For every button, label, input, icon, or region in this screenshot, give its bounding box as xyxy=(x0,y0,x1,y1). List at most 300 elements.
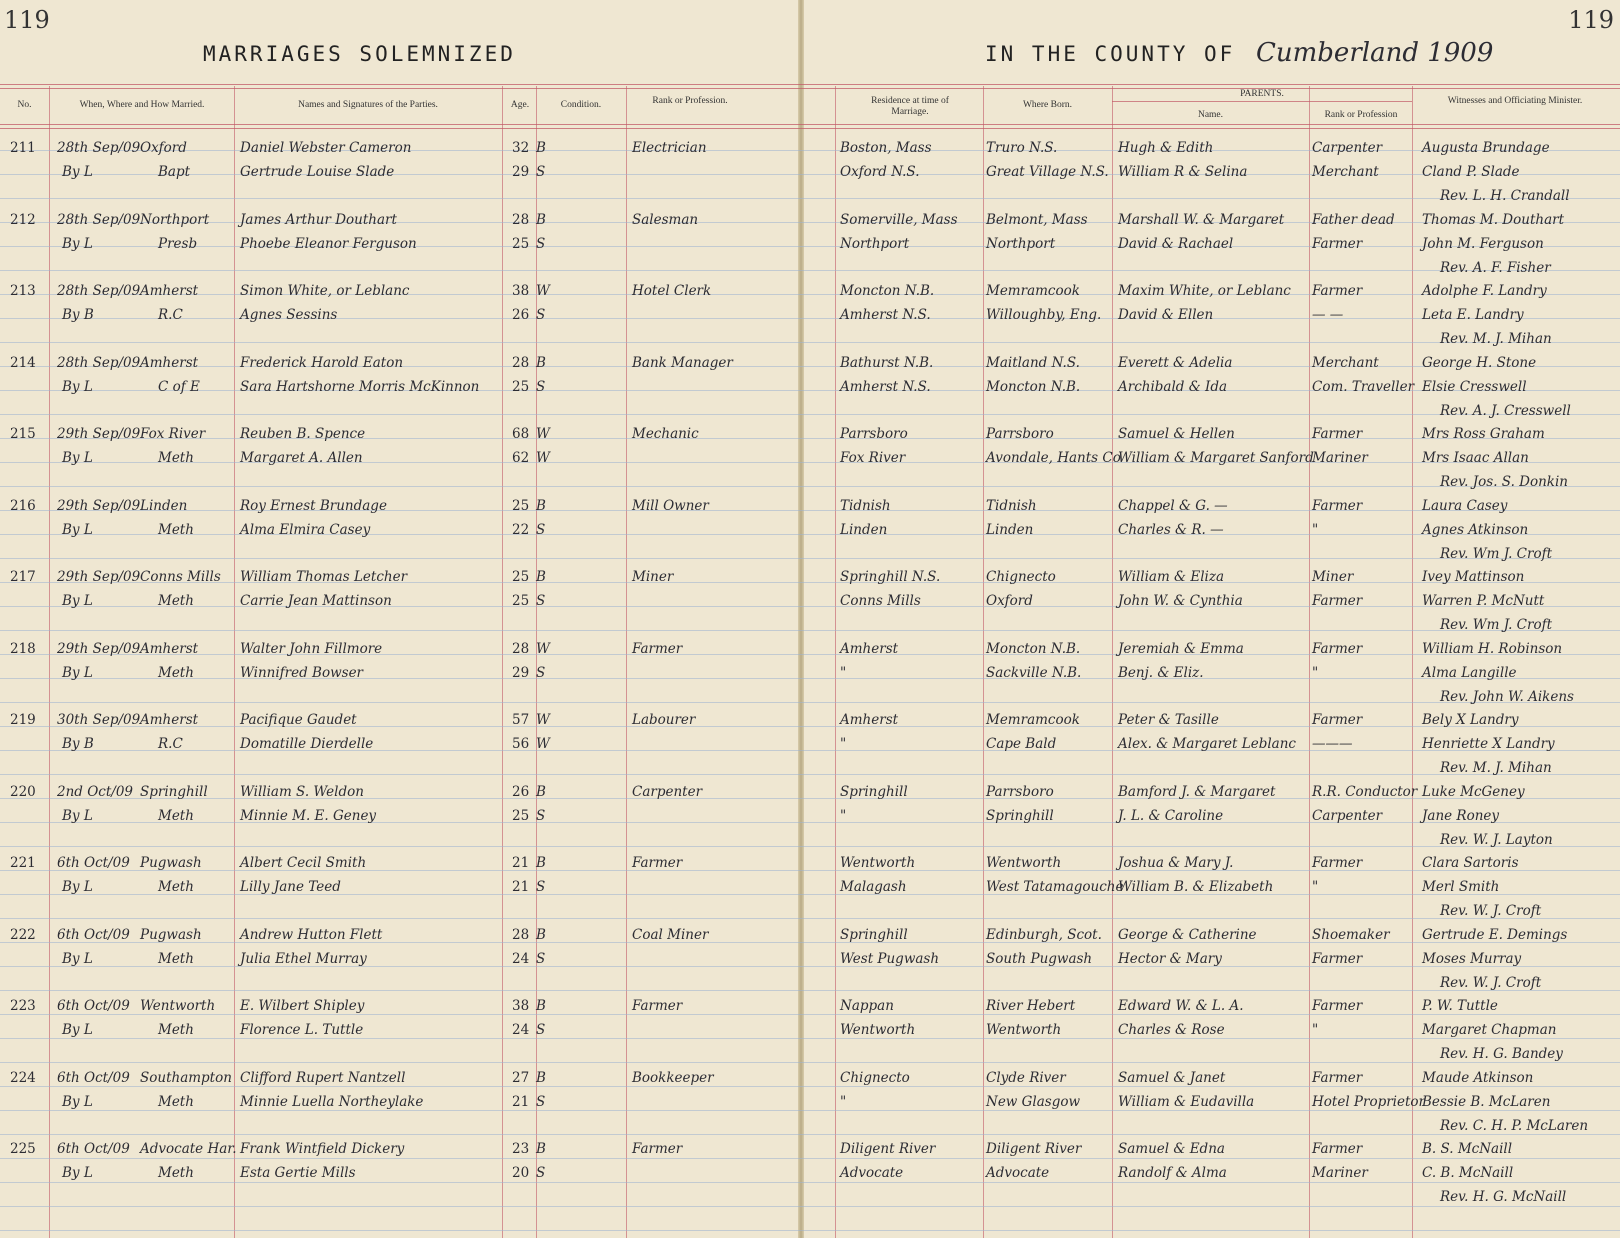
ruled-line xyxy=(0,774,1620,775)
bride-name: Phoebe Eleanor Ferguson xyxy=(240,235,417,252)
groom-parents-rank: Farmer xyxy=(1312,497,1363,514)
bride-parents-rank: ——— xyxy=(1312,736,1353,752)
groom-condition: B xyxy=(536,497,546,514)
groom-parents: Edward W. & L. A. xyxy=(1118,998,1244,1014)
bride-parents: Charles & R. — xyxy=(1118,521,1224,538)
groom-birthplace: Diligent River xyxy=(986,1141,1082,1157)
bride-name: Esta Gertie Mills xyxy=(240,1165,356,1181)
witness-2: John M. Ferguson xyxy=(1422,235,1544,252)
witness-1: Mrs Ross Graham xyxy=(1422,426,1545,442)
entry-date: 6th Oct/09 xyxy=(57,926,130,943)
groom-parents: Hugh & Edith xyxy=(1118,140,1214,156)
bride-age: 24 xyxy=(512,950,530,967)
bride-parents-rank: " xyxy=(1312,664,1319,681)
officiating-minister: Rev. C. H. P. McLaren xyxy=(1440,1117,1589,1134)
witness-2: Agnes Atkinson xyxy=(1422,521,1529,538)
groom-profession: Salesman xyxy=(632,211,699,228)
col-header-residence: Residence at time of Marriage. xyxy=(871,96,949,117)
bride-age: 26 xyxy=(512,307,530,323)
groom-name: William Thomas Letcher xyxy=(240,569,408,585)
groom-name: Simon White, or Leblanc xyxy=(240,283,410,299)
entry-denomination: Meth xyxy=(158,879,194,895)
groom-age: 21 xyxy=(512,855,530,871)
groom-name: E. Wilbert Shipley xyxy=(240,998,365,1014)
groom-birthplace: Memramcook xyxy=(986,712,1080,728)
entry-date: 6th Oct/09 xyxy=(57,855,130,871)
groom-parents-rank: Farmer xyxy=(1312,855,1363,871)
bride-residence: " xyxy=(840,807,847,824)
ruled-line xyxy=(0,846,1620,847)
bride-parents: David & Rachael xyxy=(1118,235,1234,252)
witness-1: George H. Stone xyxy=(1422,354,1537,371)
groom-profession: Farmer xyxy=(632,855,683,871)
groom-parents: Everett & Adelia xyxy=(1118,354,1233,371)
ruled-line xyxy=(0,558,1620,559)
groom-parents: George & Catherine xyxy=(1118,926,1257,943)
bride-parents-rank: " xyxy=(1312,521,1319,538)
page-number-right: 119 xyxy=(1568,6,1614,34)
col-rule xyxy=(1112,86,1113,1238)
ruled-line xyxy=(0,1206,1620,1207)
groom-birthplace: Edinburgh, Scot. xyxy=(986,926,1102,943)
bride-birthplace: West Tatamagouche xyxy=(986,879,1124,895)
entry-license: By L xyxy=(62,593,93,609)
bride-residence: Amherst N.S. xyxy=(840,378,931,395)
officiating-minister: Rev. Jos. S. Donkin xyxy=(1440,474,1568,490)
bride-parents-rank: " xyxy=(1312,879,1319,895)
officiating-minister: Rev. John W. Aikens xyxy=(1440,688,1574,705)
groom-name: William S. Weldon xyxy=(240,783,364,800)
bride-age: 29 xyxy=(512,664,530,681)
bride-residence: " xyxy=(840,1093,847,1110)
groom-residence: Springhill xyxy=(840,783,908,800)
ruled-line xyxy=(0,630,1620,631)
entry-date: 29th Sep/09 xyxy=(57,640,141,657)
groom-profession: Bank Manager xyxy=(632,354,733,371)
bride-parents: Randolf & Alma xyxy=(1118,1165,1227,1181)
entry-number: 212 xyxy=(10,211,36,228)
bride-parents: Alex. & Margaret Leblanc xyxy=(1118,736,1296,752)
ruled-line xyxy=(0,1110,1620,1111)
col-header-witnesses: Witnesses and Officiating Minister. xyxy=(1447,96,1583,106)
groom-condition: B xyxy=(536,998,546,1014)
col-rule xyxy=(835,86,836,1238)
groom-residence: Tidnish xyxy=(840,497,891,514)
groom-parents: William & Eliza xyxy=(1118,569,1225,585)
bride-parents-rank: " xyxy=(1312,1022,1319,1038)
bride-residence: Wentworth xyxy=(840,1022,916,1038)
groom-birthplace: Parrsboro xyxy=(986,426,1054,442)
groom-birthplace: Belmont, Mass xyxy=(986,211,1088,228)
groom-residence: Diligent River xyxy=(840,1141,936,1157)
groom-residence: Boston, Mass xyxy=(840,140,932,156)
groom-condition: B xyxy=(536,140,546,156)
bride-parents-rank: Mariner xyxy=(1312,1165,1368,1181)
col-header-parents-name: Name. xyxy=(1197,110,1224,120)
ruled-line xyxy=(0,1038,1620,1039)
bride-parents-rank: Farmer xyxy=(1312,950,1363,967)
bride-name: Margaret A. Allen xyxy=(240,450,363,466)
bride-name: Minnie M. E. Geney xyxy=(240,807,377,824)
groom-birthplace: Parrsboro xyxy=(986,783,1054,800)
groom-age: 28 xyxy=(512,640,530,657)
bride-birthplace: Northport xyxy=(986,235,1056,252)
groom-condition: W xyxy=(536,640,550,657)
bride-age: 25 xyxy=(512,378,530,395)
witness-2: Jane Roney xyxy=(1422,807,1500,824)
entry-date: 6th Oct/09 xyxy=(57,998,130,1014)
groom-condition: W xyxy=(536,712,550,728)
bride-condition: S xyxy=(536,950,546,967)
bride-birthplace: New Glasgow xyxy=(986,1093,1081,1110)
witness-1: Bely X Landry xyxy=(1422,712,1519,728)
groom-condition: B xyxy=(536,1141,546,1157)
col-header-age: Age. xyxy=(510,100,530,110)
groom-birthplace: Moncton N.B. xyxy=(986,640,1081,657)
witness-2: Merl Smith xyxy=(1422,879,1500,895)
bride-parents-rank: Farmer xyxy=(1312,235,1363,252)
entry-denomination: Meth xyxy=(158,1022,194,1038)
col-header-condition: Condition. xyxy=(560,100,602,110)
groom-age: 25 xyxy=(512,569,530,585)
ruled-line xyxy=(0,1134,1620,1135)
col-rule xyxy=(502,86,503,1238)
bride-condition: W xyxy=(536,736,550,752)
bride-parents-rank: Mariner xyxy=(1312,450,1368,466)
groom-name: Clifford Rupert Nantzell xyxy=(240,1069,406,1086)
parents-subrule xyxy=(1112,101,1412,102)
ruled-line xyxy=(0,1086,1620,1087)
bride-residence: Amherst N.S. xyxy=(840,307,931,323)
groom-condition: B xyxy=(536,926,546,943)
entry-date: 29th Sep/09 xyxy=(57,497,141,514)
entry-license: By L xyxy=(62,378,93,395)
bride-condition: S xyxy=(536,235,546,252)
groom-residence: Wentworth xyxy=(840,855,916,871)
col-rule xyxy=(1412,86,1413,1238)
officiating-minister: Rev. A. J. Cresswell xyxy=(1440,402,1571,419)
col-header-when: When, Where and How Married. xyxy=(79,100,205,110)
entry-place: Conns Mills xyxy=(140,569,221,585)
bride-birthplace: Wentworth xyxy=(986,1022,1062,1038)
bride-age: 56 xyxy=(512,736,530,752)
groom-condition: B xyxy=(536,783,546,800)
entry-date: 6th Oct/09 xyxy=(57,1141,130,1157)
bride-condition: W xyxy=(536,450,550,466)
groom-parents: Chappel & G. — xyxy=(1118,497,1228,514)
bride-name: Domatille Dierdelle xyxy=(240,736,374,752)
bride-parents: Charles & Rose xyxy=(1118,1022,1225,1038)
witness-1: P. W. Tuttle xyxy=(1422,998,1498,1014)
entry-date: 6th Oct/09 xyxy=(57,1069,130,1086)
groom-parents-rank: Father dead xyxy=(1312,211,1395,228)
bride-birthplace: Great Village N.S. xyxy=(986,164,1109,180)
bride-name: Sara Hartshorne Morris McKinnon xyxy=(240,378,480,395)
groom-profession: Hotel Clerk xyxy=(632,283,712,299)
bride-parents: Hector & Mary xyxy=(1118,950,1222,967)
groom-condition: B xyxy=(536,211,546,228)
groom-name: Andrew Hutton Flett xyxy=(240,926,383,943)
officiating-minister: Rev. M. J. Mihan xyxy=(1440,760,1552,776)
groom-parents: Samuel & Janet xyxy=(1118,1069,1226,1086)
entry-license: By B xyxy=(62,736,94,752)
witness-1: Clara Sartoris xyxy=(1422,855,1519,871)
groom-birthplace: Maitland N.S. xyxy=(986,354,1080,371)
groom-parents: Samuel & Hellen xyxy=(1118,426,1235,442)
bride-residence: Northport xyxy=(840,235,910,252)
entry-number: 221 xyxy=(10,855,36,871)
witness-2: Leta E. Landry xyxy=(1422,307,1524,323)
ruled-line xyxy=(0,702,1620,703)
entry-number: 220 xyxy=(10,783,36,800)
col-header-no: No. xyxy=(17,100,32,110)
ruled-line xyxy=(0,990,1620,991)
ruled-line xyxy=(0,342,1620,343)
groom-birthplace: Chignecto xyxy=(986,569,1056,585)
witness-1: Luke McGeney xyxy=(1422,783,1525,800)
entry-number: 223 xyxy=(10,998,36,1014)
groom-parents: Jeremiah & Emma xyxy=(1118,640,1244,657)
groom-residence: Parrsboro xyxy=(840,426,908,442)
groom-parents-rank: Farmer xyxy=(1312,283,1363,299)
witness-1: William H. Robinson xyxy=(1422,640,1563,657)
header-rule-bottom-2 xyxy=(0,128,1620,129)
bride-parents: William & Margaret Sanford xyxy=(1118,450,1314,466)
bride-age: 25 xyxy=(512,593,530,609)
groom-condition: B xyxy=(536,569,546,585)
bride-name: Winnifred Bowser xyxy=(240,664,364,681)
entry-denomination: R.C xyxy=(158,307,183,323)
entry-place: Amherst xyxy=(140,640,199,657)
groom-name: Frederick Harold Eaton xyxy=(240,354,404,371)
bride-name: Carrie Jean Mattinson xyxy=(240,593,392,609)
officiating-minister: Rev. W. J. Croft xyxy=(1440,974,1542,991)
entry-place: Pugwash xyxy=(140,855,202,871)
groom-parents: Samuel & Edna xyxy=(1118,1141,1225,1157)
bride-name: Gertrude Louise Slade xyxy=(240,164,395,180)
entry-denomination: Meth xyxy=(158,593,194,609)
bride-name: Alma Elmira Casey xyxy=(240,521,371,538)
bride-residence: Oxford N.S. xyxy=(840,164,920,180)
officiating-minister: Rev. M. J. Mihan xyxy=(1440,331,1552,347)
col-header-names: Names and Signatures of the Parties. xyxy=(298,100,438,110)
col-rule xyxy=(536,86,537,1238)
groom-age: 28 xyxy=(512,926,530,943)
bride-parents-rank: Farmer xyxy=(1312,593,1363,609)
entry-license: By L xyxy=(62,664,93,681)
bride-name: Minnie Luella Northeylake xyxy=(240,1093,424,1110)
entry-denomination: Meth xyxy=(158,1165,194,1181)
groom-residence: Bathurst N.B. xyxy=(840,354,934,371)
entry-date: 29th Sep/09 xyxy=(57,426,141,442)
groom-profession: Bookkeeper xyxy=(632,1069,714,1086)
groom-residence: Nappan xyxy=(840,998,894,1014)
groom-age: 25 xyxy=(512,497,530,514)
bride-parents-rank: Com. Traveller xyxy=(1312,378,1415,395)
entry-denomination: Meth xyxy=(158,1093,194,1110)
entry-denomination: Bapt xyxy=(158,164,191,180)
bride-birthplace: Springhill xyxy=(986,807,1054,824)
entry-license: By B xyxy=(62,307,94,323)
entry-denomination: R.C xyxy=(158,736,183,752)
entry-license: By L xyxy=(62,879,93,895)
groom-name: Daniel Webster Cameron xyxy=(240,140,412,156)
groom-profession: Farmer xyxy=(632,640,683,657)
entry-place: Fox River xyxy=(140,426,206,442)
groom-name: James Arthur Douthart xyxy=(240,211,397,228)
witness-1: Ivey Mattinson xyxy=(1422,569,1525,585)
groom-residence: Springhill N.S. xyxy=(840,569,941,585)
col-header-parents-rank: Rank or Profession xyxy=(1324,110,1398,120)
bride-condition: S xyxy=(536,664,546,681)
entry-place: Linden xyxy=(140,497,188,514)
bride-name: Lilly Jane Teed xyxy=(240,879,341,895)
witness-2: Cland P. Slade xyxy=(1422,164,1520,180)
col-header-rank: Rank or Profession. xyxy=(652,96,728,106)
bride-birthplace: Avondale, Hants Co xyxy=(986,450,1121,466)
groom-parents-rank: R.R. Conductor xyxy=(1312,783,1418,800)
groom-parents-rank: Farmer xyxy=(1312,426,1363,442)
groom-age: 32 xyxy=(512,140,530,156)
groom-parents-rank: Farmer xyxy=(1312,1069,1363,1086)
bride-parents-rank: — — xyxy=(1312,307,1344,323)
bride-name: Julia Ethel Murray xyxy=(240,950,367,967)
officiating-minister: Rev. Wm J. Croft xyxy=(1440,617,1553,633)
bride-parents: William R & Selina xyxy=(1118,164,1248,180)
groom-parents: Joshua & Mary J. xyxy=(1118,855,1234,871)
witness-2: Henriette X Landry xyxy=(1422,736,1555,752)
witness-1: Gertrude E. Demings xyxy=(1422,926,1568,943)
bride-age: 22 xyxy=(512,521,530,538)
officiating-minister: Rev. H. G. McNaill xyxy=(1440,1189,1567,1205)
bride-parents: Benj. & Eliz. xyxy=(1118,664,1204,681)
book-spine xyxy=(798,0,804,1238)
groom-parents-rank: Merchant xyxy=(1312,354,1379,371)
entry-license: By L xyxy=(62,1165,93,1181)
groom-name: Albert Cecil Smith xyxy=(240,855,367,871)
header-rule-top xyxy=(0,84,1620,85)
officiating-minister: Rev. A. F. Fisher xyxy=(1440,259,1551,276)
groom-birthplace: Memramcook xyxy=(986,283,1080,299)
entry-place: Amherst xyxy=(140,283,199,299)
bride-parents-rank: Hotel Proprietor xyxy=(1312,1093,1425,1110)
groom-profession: Electrician xyxy=(632,140,707,156)
entry-place: Amherst xyxy=(140,354,199,371)
entry-license: By L xyxy=(62,450,93,466)
entry-license: By L xyxy=(62,1022,93,1038)
ruled-line xyxy=(0,1158,1620,1159)
groom-age: 38 xyxy=(512,283,530,299)
county-handwritten: Cumberland 1909 xyxy=(1256,38,1494,68)
groom-parents-rank: Farmer xyxy=(1312,640,1363,657)
bride-birthplace: South Pugwash xyxy=(986,950,1093,967)
groom-age: 26 xyxy=(512,783,530,800)
title-left: MARRIAGES SOLEMNIZED xyxy=(203,42,516,66)
bride-age: 29 xyxy=(512,164,530,180)
bride-residence: West Pugwash xyxy=(840,950,940,967)
groom-name: Frank Wintfield Dickery xyxy=(240,1141,405,1157)
groom-age: 57 xyxy=(512,712,530,728)
bride-parents: J. L. & Caroline xyxy=(1118,807,1224,824)
entry-number: 215 xyxy=(10,426,36,442)
bride-condition: S xyxy=(536,378,546,395)
entry-place: Amherst xyxy=(140,712,199,728)
witness-2: Mrs Isaac Allan xyxy=(1422,450,1529,466)
entry-license: By L xyxy=(62,950,93,967)
entry-date: 30th Sep/09 xyxy=(57,712,141,728)
ruled-line xyxy=(0,1182,1620,1183)
groom-profession: Mechanic xyxy=(632,426,699,442)
groom-birthplace: River Hebert xyxy=(986,998,1076,1014)
witness-1: Adolphe F. Landry xyxy=(1422,283,1547,299)
entry-number: 222 xyxy=(10,926,36,943)
bride-name: Agnes Sessins xyxy=(240,307,338,323)
entry-place: Oxford xyxy=(140,140,187,156)
groom-condition: W xyxy=(536,426,550,442)
entry-denomination: Meth xyxy=(158,664,194,681)
col-rule xyxy=(49,86,50,1238)
groom-name: Roy Ernest Brundage xyxy=(240,497,387,514)
col-header-born: Where Born. xyxy=(1022,100,1073,110)
bride-residence: " xyxy=(840,736,847,752)
entry-license: By L xyxy=(62,235,93,252)
groom-residence: Amherst xyxy=(840,640,899,657)
entry-number: 216 xyxy=(10,497,36,514)
groom-parents-rank: Farmer xyxy=(1312,998,1363,1014)
entry-date: 28th Sep/09 xyxy=(57,354,141,371)
groom-residence: Moncton N.B. xyxy=(840,283,935,299)
witness-1: B. S. McNaill xyxy=(1422,1141,1513,1157)
bride-condition: S xyxy=(536,1022,546,1038)
witness-2: Margaret Chapman xyxy=(1422,1022,1557,1038)
entry-date: 28th Sep/09 xyxy=(57,283,141,299)
groom-residence: Somerville, Mass xyxy=(840,211,958,228)
entry-license: By L xyxy=(62,807,93,824)
bride-residence: Conns Mills xyxy=(840,593,921,609)
bride-age: 25 xyxy=(512,235,530,252)
bride-parents: David & Ellen xyxy=(1118,307,1214,323)
groom-age: 28 xyxy=(512,354,530,371)
groom-birthplace: Tidnish xyxy=(986,497,1037,514)
header-rule-bottom xyxy=(0,124,1620,125)
entry-number: 224 xyxy=(10,1069,36,1086)
witness-2: Moses Murray xyxy=(1422,950,1522,967)
entry-denomination: Meth xyxy=(158,521,194,538)
ruled-line xyxy=(0,486,1620,487)
bride-residence: Linden xyxy=(840,521,888,538)
groom-parents: Peter & Tasille xyxy=(1118,712,1219,728)
groom-profession: Farmer xyxy=(632,998,683,1014)
bride-age: 25 xyxy=(512,807,530,824)
bride-birthplace: Moncton N.B. xyxy=(986,378,1081,395)
bride-parents: William & Eudavilla xyxy=(1118,1093,1255,1110)
officiating-minister: Rev. Wm J. Croft xyxy=(1440,545,1553,562)
ruled-line xyxy=(0,1062,1620,1063)
groom-profession: Farmer xyxy=(632,1141,683,1157)
ruled-line xyxy=(0,1014,1620,1015)
witness-1: Maude Atkinson xyxy=(1422,1069,1534,1086)
groom-name: Reuben B. Spence xyxy=(240,426,366,442)
bride-birthplace: Sackville N.B. xyxy=(986,664,1082,681)
bride-birthplace: Oxford xyxy=(986,593,1033,609)
groom-age: 28 xyxy=(512,211,530,228)
bride-condition: S xyxy=(536,593,546,609)
entry-date: 29th Sep/09 xyxy=(57,569,141,585)
witness-2: C. B. McNaill xyxy=(1422,1165,1514,1181)
witness-2: Elsie Cresswell xyxy=(1422,378,1527,395)
entry-number: 213 xyxy=(10,283,36,299)
witness-2: Warren P. McNutt xyxy=(1422,593,1545,609)
